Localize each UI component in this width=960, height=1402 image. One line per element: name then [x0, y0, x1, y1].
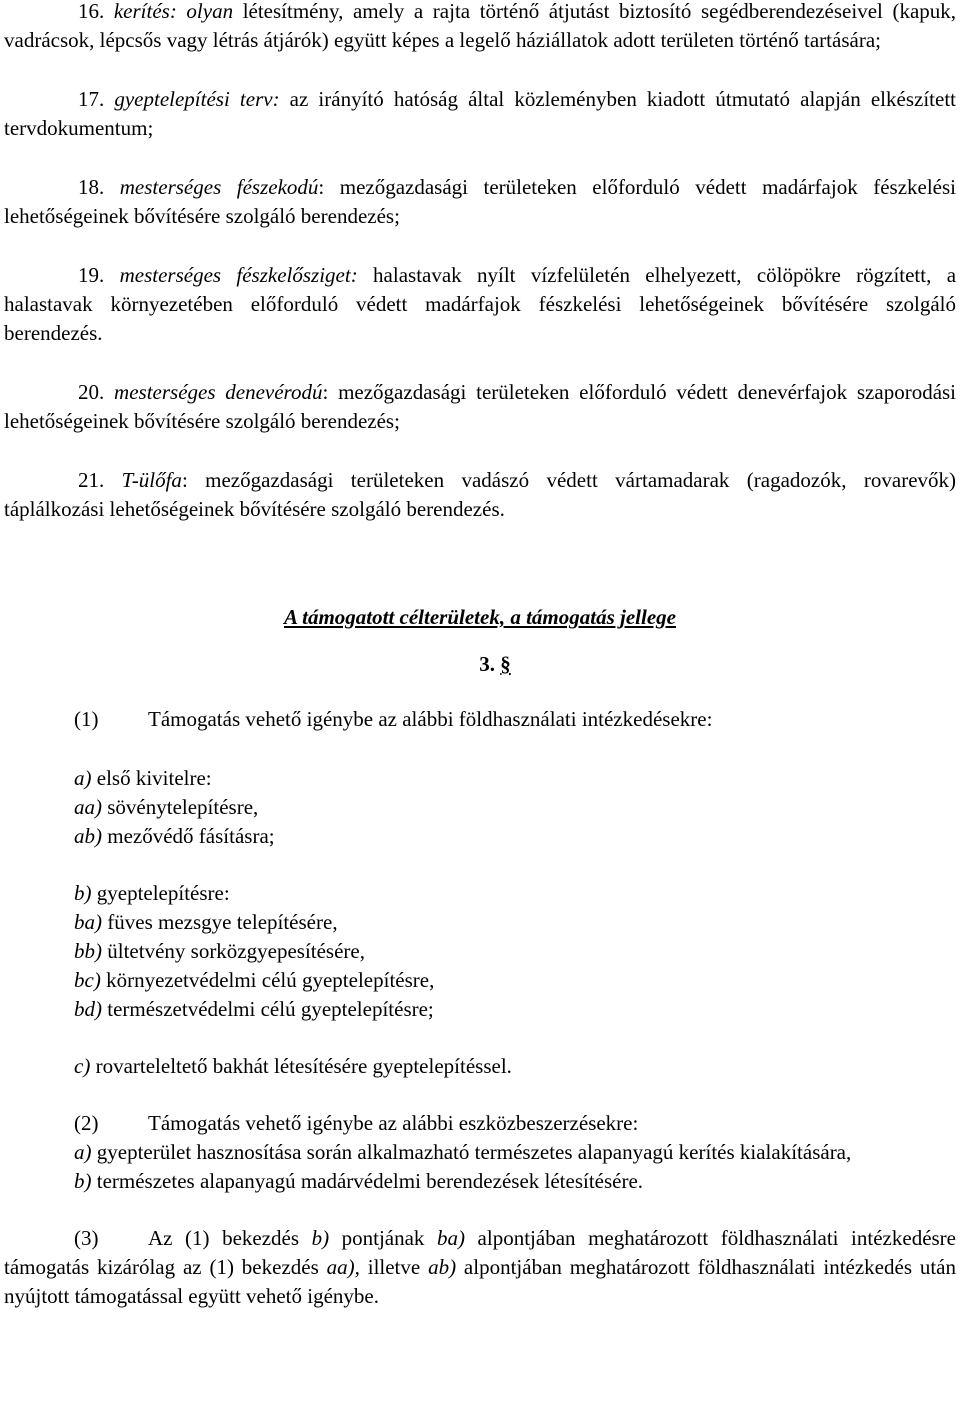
section-number-value: 3. [479, 652, 495, 676]
paragraph-text: pontjának [329, 1226, 437, 1250]
section-symbol: § [500, 652, 511, 676]
paragraph-number: (2) [74, 1111, 99, 1135]
definition-number: 18. [78, 175, 105, 199]
list-c [4, 1052, 956, 1081]
list-text: mezővédő fásításra; [102, 824, 275, 848]
list-label: ab) [74, 824, 102, 848]
list-item [74, 966, 956, 995]
definition-20 [4, 378, 956, 436]
definition-text: halastavak nyílt vízfelületén elhelyezett, cölöpökre rögzített, a halastavak környezetében előforduló védett madárfajok fészkelési lehetőségeinek bővítésére szolgáló berendezés. [4, 263, 957, 345]
definition-19 [4, 261, 956, 348]
section-heading: A támogatott célterületek, a támogatás jellege [284, 605, 676, 629]
list-a [4, 764, 956, 851]
definition-term: mesterséges denevérodú [114, 380, 323, 404]
paragraph-2-intro [4, 1109, 956, 1138]
list-item [74, 908, 956, 937]
definition-number: 16. [78, 0, 105, 23]
list-text: természetes alapanyagú madárvédelmi berendezések létesítésére. [91, 1169, 644, 1193]
list-text: első kivitelre: [91, 766, 212, 790]
paragraph-ref: b) [311, 1226, 330, 1250]
paragraph-number: (1) [74, 707, 99, 731]
definition-term: mesterséges fészekodú [119, 175, 319, 199]
paragraph-text: alpontjában meghatározott földhasználati intézkedésre támogatás kizárólag az (1) bekezdés [4, 1226, 956, 1279]
list-label: a) [74, 766, 92, 790]
paragraph-text: Támogatás vehető igénybe az alábbi eszközbeszerzésekre: [148, 1111, 639, 1135]
list-label: bd) [74, 997, 102, 1021]
list-item [74, 1052, 956, 1081]
list-label: b) [74, 1169, 92, 1193]
paragraph-2 [4, 1109, 956, 1196]
list-label: b) [74, 881, 92, 905]
definition-text: az irányító hatóság által közleményben kiadott útmutató alapján elkészített tervdokumentum; [4, 87, 956, 140]
paragraph-3 [4, 1224, 956, 1311]
paragraph-ref: ba) [437, 1226, 465, 1250]
list-item [74, 764, 956, 793]
paragraph-text: Az (1) bekezdés [148, 1226, 312, 1250]
definition-term: kerítés: olyan [113, 0, 234, 23]
list-text: sövénytelepítésre, [102, 795, 259, 819]
document-page [4, 0, 956, 1311]
paragraph-ref: aa), [326, 1255, 360, 1279]
spacer [4, 524, 956, 599]
list-text: természetvédelmi célú gyeptelepítésre; [102, 997, 434, 1021]
definition-17 [4, 85, 956, 143]
definition-text: : mezőgazdasági területeken vadászó védett vártamadarak (ragadozók, rovarevők) táplálkozási lehetőségeinek bővítésére szolgáló berendezés. [4, 468, 957, 521]
definition-text: : mezőgazdasági területeken előforduló védett madárfajok fészkelési lehetőségeinek bővítésére szolgáló berendezés; [4, 175, 957, 228]
definition-18 [4, 173, 956, 231]
list-label: c) [74, 1054, 91, 1078]
section-number [4, 650, 956, 679]
list-b [4, 879, 956, 1024]
paragraph-text: illetve [359, 1255, 429, 1279]
list-label: ba) [74, 910, 102, 934]
paragraph-1 [4, 705, 956, 734]
definition-text: létesítmény, amely a rajta történő átjutást biztosító segédberendezéseivel (kapuk, vadrácsok, lépcsős vagy létrás átjárók) együtt képes a legelő háziállatok adott területen történő tartására; [4, 0, 957, 52]
list-item [74, 879, 956, 908]
list-label: a) [74, 1140, 92, 1164]
list-item [74, 937, 956, 966]
list-item [74, 793, 956, 822]
paragraph-ref: ab) [428, 1255, 457, 1279]
list-label: aa) [74, 795, 102, 819]
definition-term: mesterséges fészkelősziget: [119, 263, 358, 287]
list-item [74, 995, 956, 1024]
paragraph-text: Támogatás vehető igénybe az alábbi földhasználati intézkedésekre: [148, 707, 713, 731]
list-text: ültetvény sorközgyepesítésére, [102, 939, 365, 963]
paragraph-number: (3) [74, 1226, 99, 1250]
definition-number: 19. [78, 263, 105, 287]
paragraph-2-item-b [4, 1167, 956, 1196]
definition-number: 17. [78, 87, 105, 111]
definition-16 [4, 0, 956, 55]
definition-21 [4, 466, 956, 524]
list-item [74, 822, 956, 851]
definition-text: : mezőgazdasági területeken előforduló védett denevérfajok szaporodási lehetőségeinek bővítésére szolgáló berendezés; [4, 380, 957, 433]
list-text: környezetvédelmi célú gyeptelepítésre, [100, 968, 435, 992]
definition-number: 20. [78, 380, 105, 404]
list-text: gyepterület hasznosítása során alkalmazható természetes alapanyagú kerítés kialakítására, [91, 1140, 852, 1164]
definition-term: T-ülőfa [121, 468, 182, 492]
paragraph-2-item-a [4, 1138, 956, 1167]
definition-term: gyeptelepítési terv: [114, 87, 280, 111]
list-label: bc) [74, 968, 101, 992]
definition-number: 21. [78, 468, 105, 492]
list-text: rovarteleltető bakhát létesítésére gyeptelepítéssel. [90, 1054, 512, 1078]
list-text: füves mezsgye telepítésére, [102, 910, 338, 934]
list-text: gyeptelepítésre: [91, 881, 230, 905]
list-label: bb) [74, 939, 102, 963]
paragraph-text: alpontjában meghatározott földhasználati intézkedés után nyújtott támogatással együtt vehető igénybe. [4, 1255, 956, 1308]
